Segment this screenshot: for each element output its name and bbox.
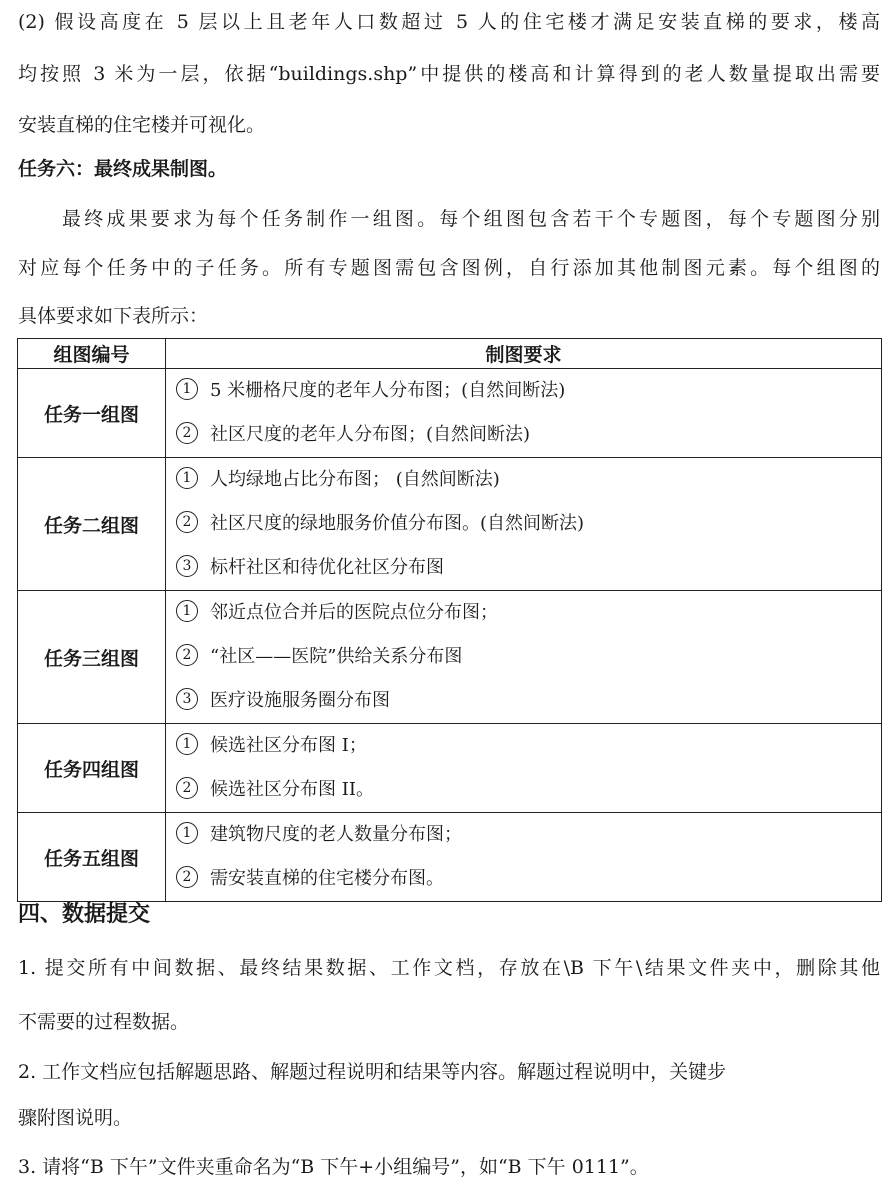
requirement-item bbox=[176, 458, 881, 502]
table-header-row bbox=[18, 339, 882, 369]
requirement-text: 建筑物尺度的老人数量分布图； bbox=[210, 824, 462, 845]
section4-p2-line-2: 骤附图说明。 bbox=[18, 1107, 133, 1129]
requirement-text: 候选社区分布图 II。 bbox=[210, 779, 374, 800]
requirement-item bbox=[176, 369, 881, 413]
requirements-cell bbox=[166, 813, 882, 902]
task6-para-line-3: 具体要求如下表所示： bbox=[18, 305, 209, 327]
task6-para-line-1: 最终成果要求为每个任务制作一组图。每个组图包含若干个专题图，每个专题图分别 bbox=[62, 208, 880, 230]
circled-number: 2 bbox=[176, 422, 198, 444]
requirement-text: 候选社区分布图 I； bbox=[210, 735, 367, 756]
table-row bbox=[18, 369, 882, 458]
requirement-text: 5 米栅格尺度的老年人分布图；(自然间断法) bbox=[210, 380, 566, 401]
table-row bbox=[18, 591, 882, 724]
circled-number: 3 bbox=[176, 688, 198, 710]
circled-number: 2 bbox=[176, 644, 198, 666]
requirement-text: 需安装直梯的住宅楼分布图。 bbox=[210, 868, 444, 889]
section4-p2-line-1: 2. 工作文档应包括解题思路、解题过程说明和结果等内容。解题过程说明中，关键步 bbox=[18, 1061, 727, 1083]
circled-number: 1 bbox=[176, 822, 198, 844]
circled-number: 1 bbox=[176, 467, 198, 489]
requirement-text: 社区尺度的绿地服务价值分布图。(自然间断法) bbox=[210, 513, 585, 534]
header-requirements: 制图要求 bbox=[166, 339, 882, 369]
table-row bbox=[18, 724, 882, 813]
requirement-item bbox=[176, 502, 881, 546]
requirement-text: 医疗设施服务圈分布图 bbox=[210, 690, 390, 711]
section4-p3-line-1: 3. 请将“B 下午”文件夹重命名为“B 下午+小组编号”，如“B 下午 0111”。 bbox=[18, 1156, 649, 1178]
requirements-cell bbox=[166, 458, 882, 591]
requirement-item bbox=[176, 768, 881, 812]
requirement-item bbox=[176, 813, 881, 857]
circled-number: 1 bbox=[176, 378, 198, 400]
requirements-cell bbox=[166, 724, 882, 813]
header-group-id: 组图编号 bbox=[18, 339, 166, 369]
section4-p1-line-2: 不需要的过程数据。 bbox=[18, 1011, 190, 1033]
requirement-item bbox=[176, 591, 881, 635]
section4-p1-line-1: 1. 提交所有中间数据、最终结果数据、工作文档，存放在\B 下午\结果文件夹中，删除其他 bbox=[18, 957, 880, 979]
requirement-text: “社区——医院”供给关系分布图 bbox=[210, 646, 463, 667]
table-row bbox=[18, 458, 882, 591]
map-requirements-table bbox=[17, 338, 882, 902]
requirement-item bbox=[176, 413, 881, 457]
group-cell: 任务一组图 bbox=[18, 369, 166, 458]
group-cell: 任务四组图 bbox=[18, 724, 166, 813]
table-row bbox=[18, 813, 882, 902]
requirement-text: 标杆社区和待优化社区分布图 bbox=[210, 557, 444, 578]
requirement-text: 社区尺度的老年人分布图；(自然间断法) bbox=[210, 424, 531, 445]
group-cell: 任务三组图 bbox=[18, 591, 166, 724]
circled-number: 2 bbox=[176, 511, 198, 533]
requirement-item bbox=[176, 635, 881, 679]
circled-number: 2 bbox=[176, 866, 198, 888]
circled-number: 3 bbox=[176, 555, 198, 577]
intro-line-1: (2) 假设高度在 5 层以上且老年人口数超过 5 人的住宅楼才满足安装直梯的要求，楼高 bbox=[18, 11, 880, 33]
circled-number: 2 bbox=[176, 777, 198, 799]
intro-line-2: 均按照 3 米为一层，依据“buildings.shp”中提供的楼高和计算得到的老人数量提取出需要 bbox=[18, 63, 880, 85]
requirement-item bbox=[176, 724, 881, 768]
requirement-item bbox=[176, 857, 881, 901]
requirement-text: 人均绿地占比分布图； (自然间断法) bbox=[210, 469, 500, 490]
intro-line-3: 安装直梯的住宅楼并可视化。 bbox=[18, 114, 266, 136]
requirement-text: 邻近点位合并后的医院点位分布图； bbox=[210, 602, 498, 623]
circled-number: 1 bbox=[176, 600, 198, 622]
group-cell: 任务二组图 bbox=[18, 458, 166, 591]
requirements-cell bbox=[166, 591, 882, 724]
group-cell: 任务五组图 bbox=[18, 813, 166, 902]
task6-heading: 任务六：最终成果制图。 bbox=[18, 158, 228, 180]
task6-para-line-2: 对应每个任务中的子任务。所有专题图需包含图例，自行添加其他制图元素。每个组图的 bbox=[18, 257, 880, 279]
requirements-cell bbox=[166, 369, 882, 458]
requirement-item bbox=[176, 679, 881, 723]
requirement-item bbox=[176, 546, 881, 590]
section4-heading: 四、数据提交 bbox=[18, 902, 151, 927]
circled-number: 1 bbox=[176, 733, 198, 755]
